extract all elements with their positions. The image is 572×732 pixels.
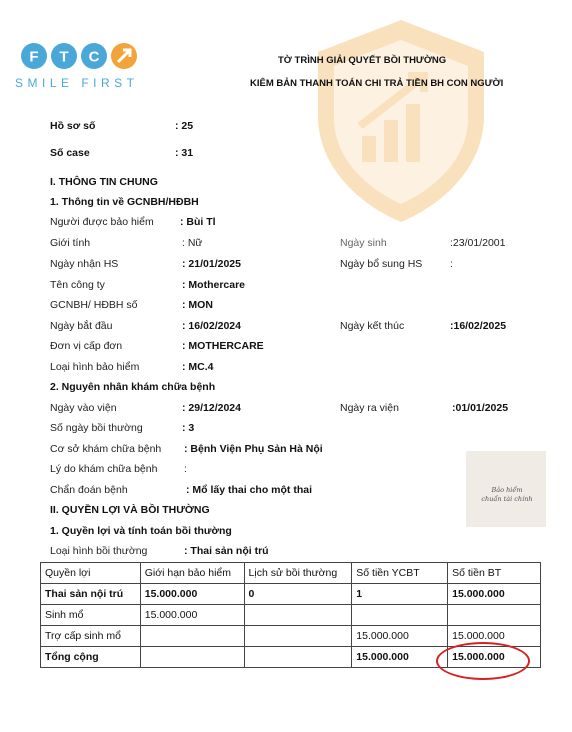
table-cell [244,647,352,668]
section-1-title: I. THÔNG TIN CHUNG [50,176,158,188]
highlight-circle [436,642,530,680]
start-date-label: Ngày bắt đầu [50,320,113,332]
stamp-text [473,486,541,504]
document-title: TỜ TRÌNH GIẢI QUYẾT BỒI THƯỜNG [278,55,447,66]
gender-value: : Nữ [182,237,203,249]
table-cell [140,647,244,668]
hoso-label: Hồ sơ số [50,120,96,132]
insurance-type-value: : MC.4 [182,361,214,373]
table-cell: 15.000.000 [352,647,448,668]
table-row [41,584,541,605]
start-date-value: : 16/02/2024 [182,320,241,332]
cert-value: : MON [182,299,213,311]
facility-label: Cơ sở khám chữa bệnh [50,443,162,455]
end-date-label: Ngày kết thúc [340,320,405,332]
table-cell: Thai sản nội trú [41,584,141,605]
case-value: : 31 [175,147,194,159]
table-cell: Tổng cộng [41,647,141,668]
table-cell: 15.000.000 [352,626,448,647]
issuer-value: : MOTHERCARE [182,340,264,352]
cert-label: GCNBH/ HĐBH số [50,299,138,311]
table-cell [448,605,541,626]
supplement-label: Ngày bổ sung HS [340,258,423,270]
claim-type-label: Loại hình bồi thường [50,545,148,557]
table-cell: 1 [352,584,448,605]
stamp-line-1: Bảo hiểm [491,486,523,494]
table-cell [352,605,448,626]
total-paid-cell: 15.000.000 [448,647,541,668]
discharge-date-value: :01/01/2025 [452,402,509,414]
section-2-1-title: 1. Quyền lợi và tính toán bồi thường [50,525,232,537]
diagnosis-label: Chẩn đoán bệnh [50,484,128,496]
issuer-label: Đơn vị cấp đơn [50,340,123,352]
table-cell: 15.000.000 [140,605,244,626]
claim-days-label: Số ngày bồi thường [50,422,143,434]
company-value: : Mothercare [182,279,246,291]
admit-date-value: : 29/12/2024 [182,402,241,414]
table-cell: 15.000.000 [448,584,541,605]
discharge-date-label: Ngày ra viện [340,402,399,414]
dob-value: :23/01/2001 [450,237,506,249]
logo-letter-c: C [88,48,100,66]
insurance-type-label: Loại hình bảo hiểm [50,361,140,373]
table-cell: Sinh mổ [41,605,141,626]
table-cell [244,626,352,647]
claim-days-value: : 3 [182,422,195,434]
table-cell: 0 [244,584,352,605]
table-cell [244,605,352,626]
document-subtitle: KIÊM BẢN THANH TOÁN CHI TRẢ TIỀN BH CON NGƯỜI [250,78,504,89]
company-label: Tên công ty [50,279,105,291]
hoso-value: : 25 [175,120,194,132]
stamp-line-2: chuẩn tài chính [481,495,533,503]
reason-value: : [184,463,187,475]
header-benefit: Quyền lợi [41,563,141,584]
shield-watermark-icon [312,16,490,226]
logo-letter-t: T [59,48,69,66]
gender-label: Giới tính [50,237,91,249]
case-label: Số case [50,147,90,159]
dob-label: Ngày sinh [340,237,387,249]
section-1-1-title: 1. Thông tin về GCNBH/HĐBH [50,196,199,208]
header-history: Lịch sử bồi thường [244,563,352,584]
header-paid: Số tiền BT [448,563,541,584]
section-1-2-title: 2. Nguyên nhân khám chữa bệnh [50,381,216,393]
insured-label: Người được bảo hiểm [50,216,154,228]
supplement-value: : [450,258,453,270]
table-row [41,605,541,626]
logo-tagline: SMILE FIRST [15,76,139,90]
end-date-value: :16/02/2025 [450,320,507,332]
received-value: : 21/01/2025 [182,258,241,270]
diagnosis-value: : Mổ lấy thai cho một thai [186,484,313,496]
logo-letter-f: F [29,48,39,66]
received-label: Ngày nhận HS [50,258,119,270]
insured-value: : Bùi Tl [180,216,216,228]
claim-type-value: : Thai sản nội trú [184,545,269,557]
admit-date-label: Ngày vào viện [50,402,117,414]
table-cell: Trợ cấp sinh mổ [41,626,141,647]
table-cell [140,626,244,647]
header-limit: Giới hạn bảo hiểm [140,563,244,584]
table-header-row [41,563,541,584]
section-2-title: II. QUYỀN LỢI VÀ BỒI THƯỜNG [50,504,210,516]
header-requested: Số tiền YCBT [352,563,448,584]
table-cell: 15.000.000 [140,584,244,605]
reason-label: Lý do khám chữa bệnh [50,463,158,475]
facility-value: : Bệnh Viện Phụ Sản Hà Nội [184,443,323,455]
table-cell: 15.000.000 [448,626,541,647]
